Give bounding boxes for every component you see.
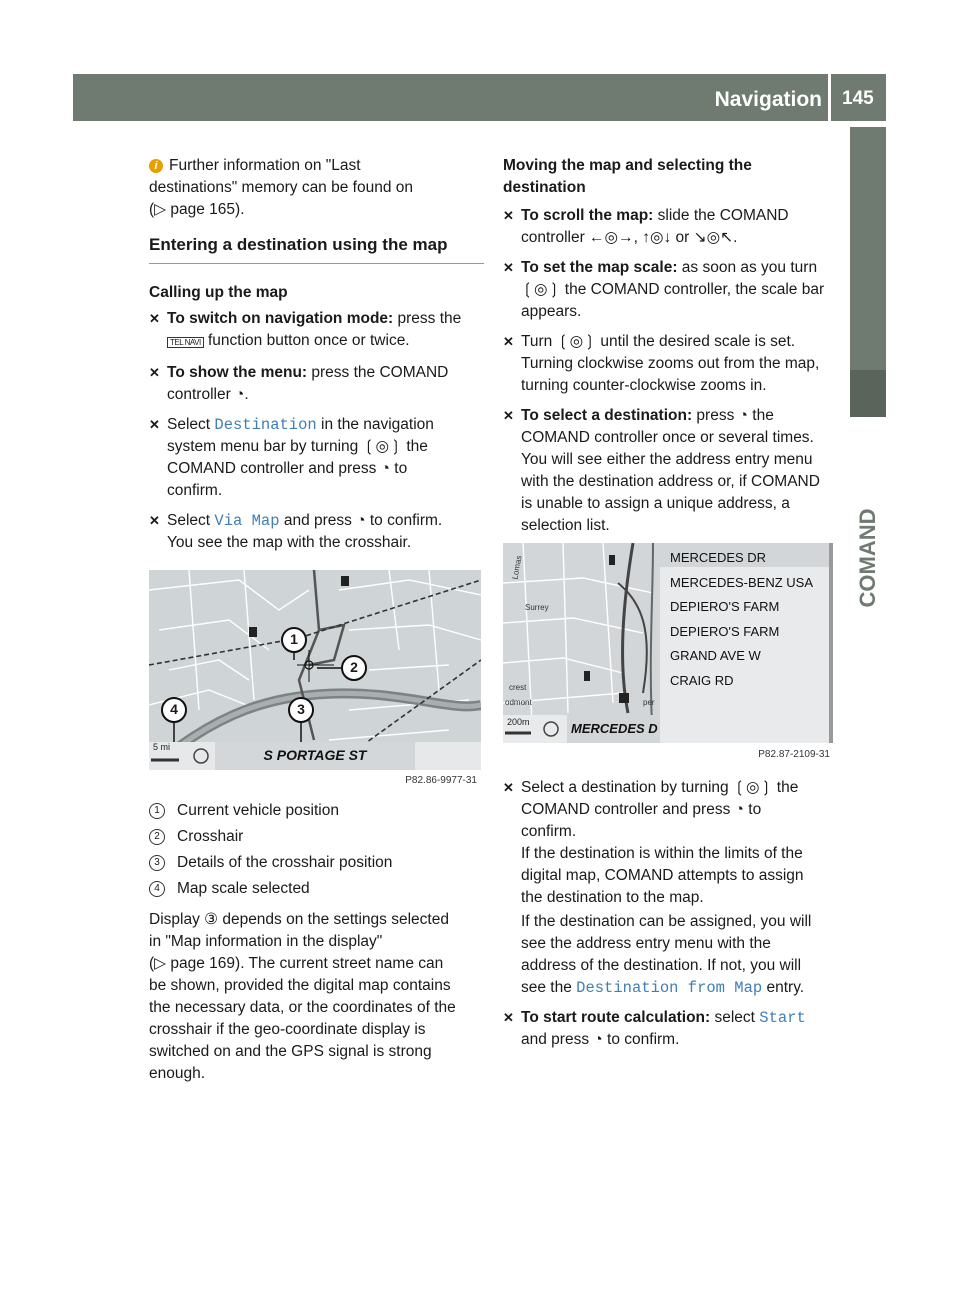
map-label: Lomas — [510, 554, 524, 581]
figure2-caption: P82.87-2109-31 — [758, 749, 830, 760]
right-heading: Moving the map and selecting the — [503, 157, 752, 174]
sub-heading: Calling up the map — [149, 284, 288, 301]
street-name-label: MERCEDES D — [571, 721, 658, 736]
map-scale-label: 200m — [507, 717, 530, 727]
callout-4: 4 — [170, 701, 178, 717]
legend-item: 1 Current vehicle position — [149, 798, 484, 824]
right-column-lower — [503, 777, 838, 1059]
step-select-dest: ✕ To select a destination: press ◔ the COMAND controller once or several times. You will see either the address entry menu with the destination address or, if COMAND is unable to assign a unique address, a selection list. — [503, 405, 838, 537]
legend-item: 2 Crosshair — [149, 824, 484, 850]
destination-list-item[interactable]: DEPIERO'S FARM — [670, 599, 780, 614]
destination-list[interactable] — [660, 546, 830, 693]
map-label: odmont — [505, 698, 532, 707]
section-title: Navigation — [714, 88, 822, 111]
map-figure-selection-list — [503, 543, 833, 743]
heading-rule — [149, 263, 484, 264]
street-name-label: S PORTAGE ST — [263, 747, 367, 763]
page-number: 145 — [842, 88, 874, 109]
side-tab-marker — [850, 370, 886, 417]
step-show-menu: ✕ To show the menu: press the COMAND controller ◔. — [149, 362, 484, 406]
step-turn-scale: ✕ Turn ❲◎❳ until the desired scale is set. Turning clockwise zooms out from the map, turning counter-clockwise zooms in. — [503, 331, 838, 397]
left-column: i Further information on "Last destinations" memory can be found on (▷ page 165). Entering a destination using the map Calling up the map ✕ To switch on navigation mode: press the TEL NAVI function button once or twice. ✕ To show the menu: press the COMAND controller ◔. ✕ Select Destination in the navigation system menu bar by turning ❲◎❳ the COMAND controller and press ◔ to confirm. ✕ Select Via Map and press ◔ to confirm. You see the map with the crosshair. — [149, 155, 484, 562]
step-select-destination: ✕ Select Destination in the navigation system menu bar by turning ❲◎❳ the COMAND controller and press ◔ to confirm. — [149, 414, 484, 502]
right-column: Moving the map and selecting the destination ✕ To scroll the map: slide the COMAND controller ←◎→, ↑◎↓ or ↘◎↖. ✕ To set the map scale: as soon as you turn ❲◎❳ the COMAND controller, the scale bar appears. ✕ Turn ❲◎❳ until the desired scale is set. Turning clockwise zooms out from the map, turning counter-clockwise zooms in. ✕ To select a destination: press ◔ the COMAND controller once or several times. You will see either the address entry menu with the destination address or, if COMAND is unable to assign a unique address, a selection list. — [503, 155, 838, 545]
header-separator — [828, 74, 831, 121]
callout-3: 3 — [297, 701, 305, 717]
step-switch-nav: ✕ To switch on navigation mode: press the TEL NAVI function button once or twice. — [149, 308, 484, 354]
map-figure-crosshair — [149, 570, 481, 770]
callout-1: 1 — [290, 631, 298, 647]
map-image — [149, 570, 481, 770]
map-label: per — [643, 698, 655, 707]
map-scale-label: 5 mi — [153, 742, 171, 752]
step-scroll-map: ✕ To scroll the map: slide the COMAND controller ←◎→, ↑◎↓ or ↘◎↖. — [503, 205, 838, 249]
destination-list-item[interactable]: DEPIERO'S FARM — [670, 623, 780, 639]
destination-list-item[interactable]: MERCEDES-BENZ USA — [670, 574, 814, 590]
map-label: Surrey — [525, 603, 549, 612]
figure1-caption: P82.86-9977-31 — [405, 775, 477, 786]
display-paragraph: Display ③ depends on the settings selected in "Map information in the display" (▷ page 169). The current street name can be shown, provided the digital map contains the necessary data, or the coordinates of the crosshair if the geo-coordinate display is switched on and the GPS signal is strong enough. — [149, 911, 456, 1082]
legend-item: 3 Details of the crosshair position — [149, 850, 484, 876]
map-label: crest — [509, 683, 527, 692]
step-select-by-turning: ✕ Select a destination by turning ❲◎❳ the COMAND controller and press ◔ to confirm. If the destination is within the limits of the digital map, COMAND attempts to assign the destination to the map. If the destination can be assigned, you will see the address entry menu with the address of the destination. If not, you will see the Destination from Map entry. — [503, 777, 838, 999]
callout-2: 2 — [350, 659, 358, 675]
step-start-route: ✕ To start route calculation: select Start and press ◔ to confirm. — [503, 1007, 838, 1051]
tel-navi-key-icon: TEL NAVI — [167, 337, 204, 348]
destination-list-item[interactable]: MERCEDES DR — [670, 550, 767, 565]
info-note: i Further information on "Last — [149, 155, 484, 177]
destination-list-item[interactable]: CRAIG RD — [670, 672, 734, 688]
info-icon: i — [149, 159, 163, 173]
step-select-via-map: ✕ Select Via Map and press ◔ to confirm. You see the map with the crosshair. — [149, 510, 484, 554]
destination-list-item[interactable]: GRAND AVE W — [670, 648, 761, 663]
side-tab-label: COMAND — [855, 508, 880, 608]
legend-item: 4 Map scale selected — [149, 876, 484, 902]
section-heading: Entering a destination using the map — [149, 235, 448, 254]
legend-list — [149, 798, 484, 902]
step-map-scale: ✕ To set the map scale: as soon as you turn ❲◎❳ the COMAND controller, the scale bar appears. — [503, 257, 838, 323]
